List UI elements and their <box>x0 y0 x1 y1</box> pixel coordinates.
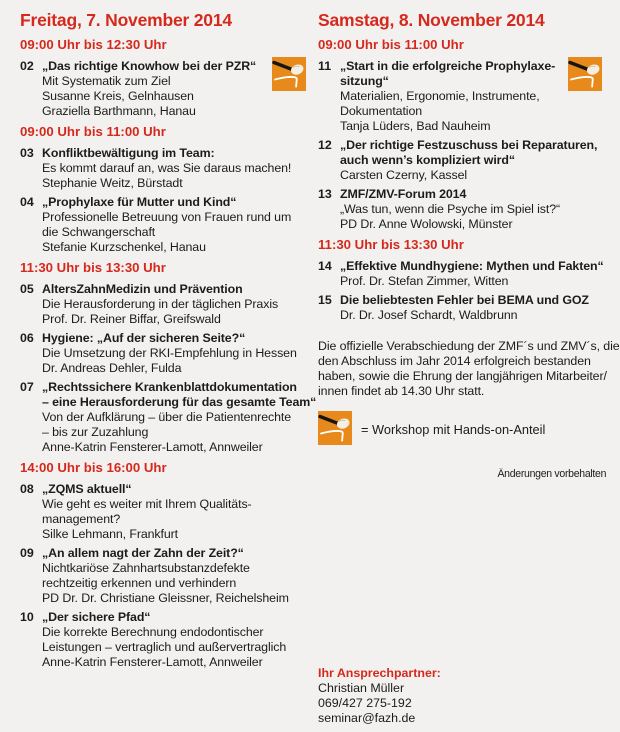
session-number: 02 <box>20 59 34 73</box>
session-item <box>20 195 310 255</box>
time-slot-heading: 14:00 Uhr bis 16:00 Uhr <box>20 460 167 475</box>
session-detail-line: Professionelle Betreuung von Frauen rund um <box>42 210 292 224</box>
session-detail-line: Susanne Kreis, Gelnhausen <box>42 89 194 103</box>
session-text <box>42 482 310 542</box>
session-number: 06 <box>20 331 34 345</box>
session-title-line: „Start in die erfolgreiche Prophylaxe- <box>340 59 556 73</box>
session-number: 09 <box>20 546 34 560</box>
session-title-line: „Das richtige Knowhow bei der PZR“ <box>42 59 257 73</box>
session-number: 03 <box>20 146 34 160</box>
session-title-line: „Prophylaxe für Mutter und Kind“ <box>42 195 237 209</box>
session-text <box>340 293 610 323</box>
session-item <box>20 380 317 455</box>
time-slot-heading: 09:00 Uhr bis 11:00 Uhr <box>318 37 464 52</box>
session-detail-line: Anne-Katrin Fensterer-Lamott, Annweiler <box>42 440 263 454</box>
session-item <box>20 59 310 119</box>
session-detail-line: Die Herausforderung in der täglichen Praxis <box>42 297 279 311</box>
contact-email: seminar@fazh.de <box>318 711 416 725</box>
session-text <box>42 282 310 327</box>
session-number: 11 <box>318 59 332 73</box>
session-detail-line: Carsten Czerny, Kassel <box>340 168 468 182</box>
column-saturday <box>318 10 620 725</box>
day-title-saturday: Samstag, 8. November 2014 <box>318 10 545 30</box>
session-detail-line: Dr. Dr. Josef Schardt, Waldbrunn <box>340 308 518 322</box>
session-detail-line: Tanja Lüders, Bad Nauheim <box>340 119 491 133</box>
session-detail-line: Von der Aufklärung – über die Patientenrechte <box>42 410 291 424</box>
session-detail-line: management? <box>42 512 121 526</box>
time-slot-heading: 11:30 Uhr bis 13:30 Uhr <box>20 260 166 275</box>
session-detail-line: Prof. Dr. Reiner Biffar, Greifswald <box>42 312 221 326</box>
contact-phone: 069/427 275-192 <box>318 696 412 710</box>
session-text <box>42 380 317 455</box>
session-detail-line: Dokumentation <box>340 104 423 118</box>
workshop-icon <box>568 57 602 91</box>
workshop-icon <box>318 411 352 445</box>
contact-block <box>318 666 441 726</box>
session-detail-line: Stephanie Weitz, Bürstadt <box>42 176 183 190</box>
session-title-line: sitzung“ <box>340 74 389 88</box>
time-slot-heading: 09:00 Uhr bis 11:00 Uhr <box>20 124 166 139</box>
session-detail-line: PD Dr. Dr. Christiane Gleissner, Reichelsheim <box>42 591 289 605</box>
workshop-legend <box>318 411 610 448</box>
session-item <box>318 138 610 183</box>
session-detail-line: Graziella Barthmann, Hanau <box>42 104 196 118</box>
farewell-note-line: Die offizielle Verabschiedung der ZMF´s und ZMV´s, die <box>318 339 620 353</box>
farewell-ceremony-note <box>318 339 620 399</box>
session-title-line: Hygiene: „Auf der sicheren Seite?“ <box>42 331 246 345</box>
session-item <box>318 187 610 232</box>
session-title-line: „Der sichere Pfad“ <box>42 610 151 624</box>
session-detail-line: Dr. Andreas Dehler, Fulda <box>42 361 182 375</box>
session-text <box>340 259 610 289</box>
session-detail-line: Prof. Dr. Stefan Zimmer, Witten <box>340 274 509 288</box>
session-title-line: „Der richtige Festzuschuss bei Reparaturen, <box>340 138 598 152</box>
workshop-icon <box>272 57 306 91</box>
session-title-line: „Effektive Mundhygiene: Mythen und Fakten“ <box>340 259 604 273</box>
changes-reserved-note: Änderungen vorbehalten <box>497 468 606 480</box>
session-detail-line: Silke Lehmann, Frankfurt <box>42 527 179 541</box>
session-item <box>20 331 310 376</box>
session-title-line: „ZQMS aktuell“ <box>42 482 132 496</box>
session-detail-line: rechtzeitig erkennen und verhindern <box>42 576 237 590</box>
session-item <box>318 259 610 289</box>
friday-sessions <box>20 37 317 670</box>
time-slot-heading: 09:00 Uhr bis 12:30 Uhr <box>20 37 167 52</box>
session-text <box>42 331 310 376</box>
session-text <box>340 187 610 232</box>
saturday-sessions <box>318 38 610 323</box>
session-title-line: AltersZahnMedizin und Prävention <box>42 282 243 296</box>
farewell-note-line: haben, sowie die Ehrung der langjährigen Mitarbeiter/ <box>318 369 607 383</box>
session-text <box>42 59 310 119</box>
contact-name: Christian Müller <box>318 681 405 695</box>
session-number: 10 <box>20 610 34 624</box>
session-number: 08 <box>20 482 34 496</box>
day-title-friday: Freitag, 7. November 2014 <box>20 10 232 30</box>
contact-label: Ihr Ansprechpartner: <box>318 666 441 680</box>
time-slot-heading: 11:30 Uhr bis 13:30 Uhr <box>318 237 464 252</box>
session-item <box>20 610 310 670</box>
session-item <box>318 293 610 323</box>
farewell-note-line: den Abschluss im Jahr 2014 erfolgreich bestanden <box>318 354 591 368</box>
session-detail-line: Die Umsetzung der RKI-Empfehlung in Hessen <box>42 346 297 360</box>
session-title-line: „Rechtssichere Krankenblattdokumentation <box>42 380 297 394</box>
session-number: 15 <box>318 293 332 307</box>
session-detail-line: die Schwangerschaft <box>42 225 156 239</box>
legend-text: = Workshop mit Hands-on-Anteil <box>361 422 546 437</box>
legend-icon-slot <box>318 411 352 448</box>
session-item <box>20 282 310 327</box>
session-detail-line: – bis zur Zuzahlung <box>42 425 149 439</box>
session-item <box>20 546 310 606</box>
session-number: 12 <box>318 138 332 152</box>
session-detail-line: Die korrekte Berechnung endodontischer <box>42 625 264 639</box>
session-detail-line: Anne-Katrin Fensterer-Lamott, Annweiler <box>42 655 263 669</box>
session-detail-line: Leistungen – vertraglich und außervertraglich <box>42 640 287 654</box>
session-detail-line: Es kommt darauf an, was Sie daraus machen! <box>42 161 292 175</box>
session-title-line: „An allem nagt der Zahn der Zeit?“ <box>42 546 244 560</box>
session-item <box>20 482 310 542</box>
session-number: 13 <box>318 187 332 201</box>
session-detail-line: Nichtkariöse Zahnhartsubstanzdefekte <box>42 561 250 575</box>
session-number: 04 <box>20 195 34 209</box>
farewell-note-line: innen findet ab 14.30 Uhr statt. <box>318 384 485 398</box>
session-title-line: auch wenn’s kompliziert wird“ <box>340 153 515 167</box>
session-detail-line: Mit Systematik zum Ziel <box>42 74 171 88</box>
session-number: 07 <box>20 380 34 394</box>
session-number: 14 <box>318 259 332 273</box>
session-text <box>42 146 310 191</box>
session-text <box>42 610 310 670</box>
session-item <box>318 59 610 134</box>
session-text <box>42 195 310 255</box>
session-detail-line: Wie geht es weiter mit Ihrem Qualitäts- <box>42 497 252 511</box>
column-friday <box>20 10 317 722</box>
session-title-line: Die beliebtesten Fehler bei BEMA und GOZ <box>340 293 589 307</box>
session-title-line: Konfliktbewältigung im Team: <box>42 146 215 160</box>
session-detail-line: „Was tun, wenn die Psyche im Spiel ist?“ <box>340 202 561 216</box>
session-detail-line: Stefanie Kurzschenkel, Hanau <box>42 240 206 254</box>
session-detail-line: Materialien, Ergonomie, Instrumente, <box>340 89 540 103</box>
session-text <box>42 546 310 606</box>
session-detail-line: PD Dr. Anne Wolowski, Münster <box>340 217 513 231</box>
session-title-line: ZMF/ZMV-Forum 2014 <box>340 187 467 201</box>
session-item <box>20 146 310 191</box>
session-title-line: – eine Herausforderung für das gesamte Team“ <box>42 395 317 409</box>
session-text <box>340 138 610 183</box>
session-number: 05 <box>20 282 34 296</box>
